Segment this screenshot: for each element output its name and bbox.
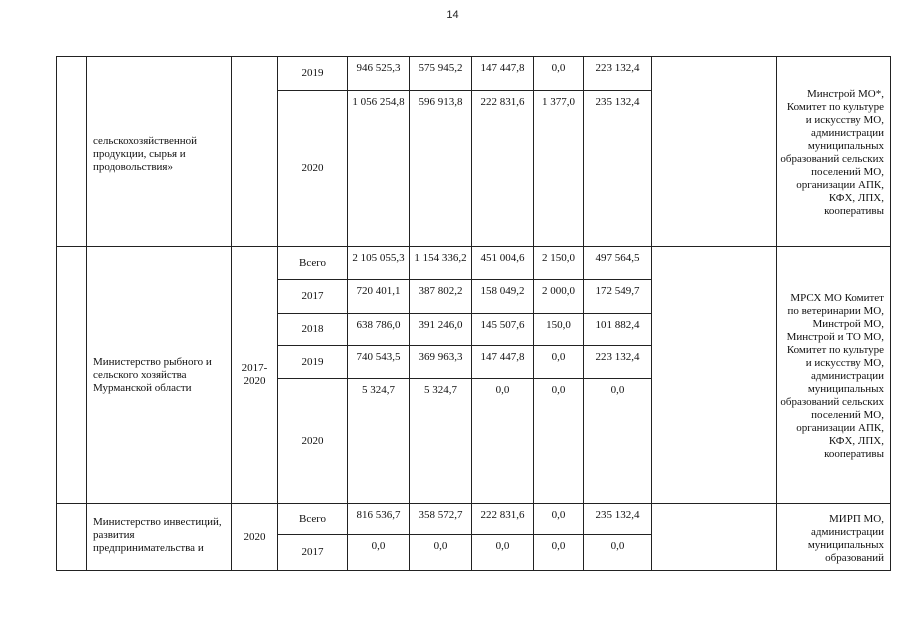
regional-budget-value: 158 049,2 bbox=[472, 280, 534, 314]
local-budget-value: 0,0 bbox=[534, 379, 584, 504]
executors-cell: Минстрой МО*, Комитет по культуре и искусству МО, администрации муниципальных образований сельских поселений МО, организации АПК, КФХ, ЛПХ, кооперативы bbox=[777, 57, 891, 247]
regional-budget-value: 147 447,8 bbox=[472, 57, 534, 91]
local-budget-value: 0,0 bbox=[534, 346, 584, 379]
federal-budget-value: 391 246,0 bbox=[410, 314, 472, 346]
regional-budget-value: 145 507,6 bbox=[472, 314, 534, 346]
year-cell: Всего bbox=[278, 504, 348, 535]
total-value: 1 056 254,8 bbox=[348, 91, 410, 247]
other-sources-value: 497 564,5 bbox=[584, 247, 652, 280]
total-value: 2 105 055,3 bbox=[348, 247, 410, 280]
federal-budget-value: 369 963,3 bbox=[410, 346, 472, 379]
federal-budget-value: 0,0 bbox=[410, 535, 472, 571]
other-sources-value: 235 132,4 bbox=[584, 504, 652, 535]
other-sources-value: 172 549,7 bbox=[584, 280, 652, 314]
year-cell: 2019 bbox=[278, 57, 348, 91]
federal-budget-value: 596 913,8 bbox=[410, 91, 472, 247]
local-budget-value: 0,0 bbox=[534, 57, 584, 91]
period-cell bbox=[232, 57, 278, 247]
local-budget-value: 0,0 bbox=[534, 535, 584, 571]
executors-cell: МИРП МО, администрации муниципальных образований bbox=[777, 504, 891, 571]
year-cell: 2019 bbox=[278, 346, 348, 379]
executors-cell: МРСХ МО Комитет по ветеринарии МО, Минстрой МО, Минстрой и ТО МО, Комитет по культуре и искусству МО, администрации муниципальных образований сельских поселений МО, организации АПК, КФХ, ЛПХ, кооперативы bbox=[777, 247, 891, 504]
other-sources-value: 101 882,4 bbox=[584, 314, 652, 346]
year-cell: 2018 bbox=[278, 314, 348, 346]
indicator-cell bbox=[652, 247, 777, 504]
local-budget-value: 2 150,0 bbox=[534, 247, 584, 280]
page-number: 14 bbox=[446, 9, 459, 21]
year-cell: 2020 bbox=[278, 91, 348, 247]
local-budget-value: 0,0 bbox=[534, 504, 584, 535]
indicator-cell bbox=[652, 57, 777, 247]
table-row bbox=[57, 504, 891, 535]
table-row bbox=[57, 247, 891, 280]
regional-budget-value: 147 447,8 bbox=[472, 346, 534, 379]
row-index-cell bbox=[57, 247, 87, 504]
total-value: 638 786,0 bbox=[348, 314, 410, 346]
federal-budget-value: 5 324,7 bbox=[410, 379, 472, 504]
year-cell: Всего bbox=[278, 247, 348, 280]
ministry-name: Министерство рыбного и сельского хозяйства Мурманской области bbox=[87, 247, 232, 504]
period-cell: 2020 bbox=[232, 504, 278, 571]
federal-budget-value: 358 572,7 bbox=[410, 504, 472, 535]
local-budget-value: 2 000,0 bbox=[534, 280, 584, 314]
regional-budget-value: 451 004,6 bbox=[472, 247, 534, 280]
total-value: 816 536,7 bbox=[348, 504, 410, 535]
total-value: 5 324,7 bbox=[348, 379, 410, 504]
other-sources-value: 235 132,4 bbox=[584, 91, 652, 247]
total-value: 946 525,3 bbox=[348, 57, 410, 91]
year-cell: 2017 bbox=[278, 535, 348, 571]
other-sources-value: 0,0 bbox=[584, 535, 652, 571]
regional-budget-value: 222 831,6 bbox=[472, 91, 534, 247]
year-cell: 2017 bbox=[278, 280, 348, 314]
other-sources-value: 223 132,4 bbox=[584, 57, 652, 91]
row-index-cell bbox=[57, 57, 87, 247]
total-value: 740 543,5 bbox=[348, 346, 410, 379]
program-table bbox=[56, 56, 891, 571]
local-budget-value: 150,0 bbox=[534, 314, 584, 346]
period-cell: 2017- 2020 bbox=[232, 247, 278, 504]
ministry-name: Министерство инвестиций, развития предпринимательства и bbox=[87, 504, 232, 571]
total-value: 0,0 bbox=[348, 535, 410, 571]
regional-budget-value: 0,0 bbox=[472, 535, 534, 571]
activity-name: сельскохозяйственной продукции, сырья и продовольствия» bbox=[87, 57, 232, 247]
federal-budget-value: 575 945,2 bbox=[410, 57, 472, 91]
local-budget-value: 1 377,0 bbox=[534, 91, 584, 247]
row-index-cell bbox=[57, 504, 87, 571]
regional-budget-value: 0,0 bbox=[472, 379, 534, 504]
federal-budget-value: 1 154 336,2 bbox=[410, 247, 472, 280]
federal-budget-value: 387 802,2 bbox=[410, 280, 472, 314]
total-value: 720 401,1 bbox=[348, 280, 410, 314]
indicator-cell bbox=[652, 504, 777, 571]
table-row bbox=[57, 57, 891, 91]
other-sources-value: 223 132,4 bbox=[584, 346, 652, 379]
year-cell: 2020 bbox=[278, 379, 348, 504]
regional-budget-value: 222 831,6 bbox=[472, 504, 534, 535]
other-sources-value: 0,0 bbox=[584, 379, 652, 504]
